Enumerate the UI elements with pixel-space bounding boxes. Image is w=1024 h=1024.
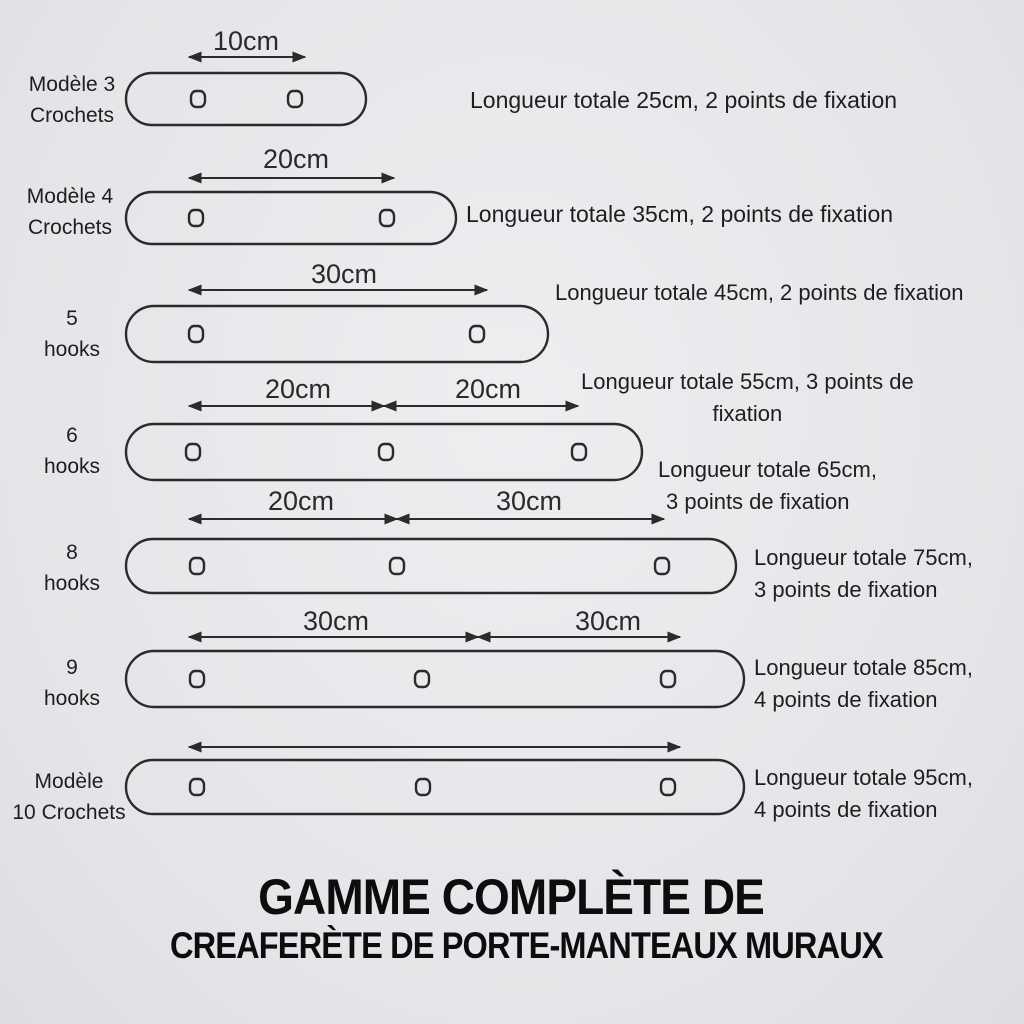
mounting-hole [655,558,669,574]
model-description [581,366,914,430]
mounting-hole [191,91,205,107]
model-description [466,198,893,230]
mounting-hole [190,779,204,795]
spacing-label: 30cm [302,606,370,636]
spacing-label: 30cm [310,259,378,289]
model-label-line: 8 [66,541,78,564]
description-line: 4 points de fixation [754,797,938,822]
spacing-label: 10cm [212,26,280,56]
mounting-hole [661,779,675,795]
model-label-line: Crochets [29,104,115,127]
model-label [26,537,118,599]
mounting-hole [470,326,484,342]
description-line: Longueur totale 45cm, 2 points de fixation [555,280,964,305]
spacing-label: 20cm [262,144,330,174]
model-label [26,420,118,482]
model-label-line: hooks [43,687,101,710]
mounting-hole [288,91,302,107]
mounting-hole [190,671,204,687]
model-label-line: hooks [43,572,101,595]
model-description [754,762,973,826]
description-line: Longueur totale 65cm, [658,457,877,482]
model-label [26,652,118,714]
mounting-hole [189,210,203,226]
model-label [18,69,126,131]
page-title: GAMME COMPLÈTE DE [258,869,764,925]
mounting-hole [572,444,586,460]
hanger-bar [126,192,456,244]
model-label [16,181,124,243]
description-line: Longueur totale 95cm, [754,765,973,790]
mounting-hole [379,444,393,460]
model-description [470,84,897,116]
model-label-line: hooks [43,338,101,361]
model-label-line: 6 [66,424,78,447]
mounting-hole [186,444,200,460]
model-label-line: 10 Crochets [12,801,126,824]
description-line: 3 points de fixation [754,577,938,602]
spacing-label: 30cm [574,606,642,636]
hanger-bar [126,760,744,814]
model-label [26,303,118,365]
hanger-bar [126,73,366,125]
mounting-hole [390,558,404,574]
model-label [4,766,134,828]
description-line: Longueur totale 25cm, 2 points de fixation [470,87,898,113]
hanger-bar [126,651,744,707]
description-line: 4 points de fixation [754,687,938,712]
spacing-label: 30cm [495,486,563,516]
description-line: Longueur totale 75cm, [754,545,973,570]
model-label-line: Modèle 3 [28,73,116,96]
description-line: fixation [712,401,783,426]
model-label-line: Modèle [34,770,104,793]
spacing-label: 20cm [267,486,335,516]
spacing-label: 20cm [264,374,332,404]
mounting-hole [380,210,394,226]
description-line: 3 points de fixation [666,489,850,514]
hanger-bar [126,539,736,593]
page-subtitle: CREAFERÈTE DE PORTE-MANTEAUX MURAUX [170,925,883,966]
spacing-label: 20cm [454,374,522,404]
model-label-line: Modèle 4 [26,185,114,208]
model-label-line: Crochets [27,216,113,239]
mounting-hole [189,326,203,342]
description-line: Longueur totale 35cm, 2 points de fixation [466,201,894,227]
mounting-hole [190,558,204,574]
mounting-hole [661,671,675,687]
hanger-bar [126,424,642,480]
model-description [754,652,973,716]
description-line: Longueur totale 85cm, [754,655,973,680]
model-label-line: 9 [66,656,78,679]
mounting-hole [416,779,430,795]
model-description [555,277,964,309]
description-line: Longueur totale 55cm, 3 points de [581,369,914,394]
mounting-hole [415,671,429,687]
model-label-line: hooks [43,455,101,478]
model-description [658,454,877,518]
model-label-line: 5 [66,307,78,330]
model-description [754,542,973,606]
